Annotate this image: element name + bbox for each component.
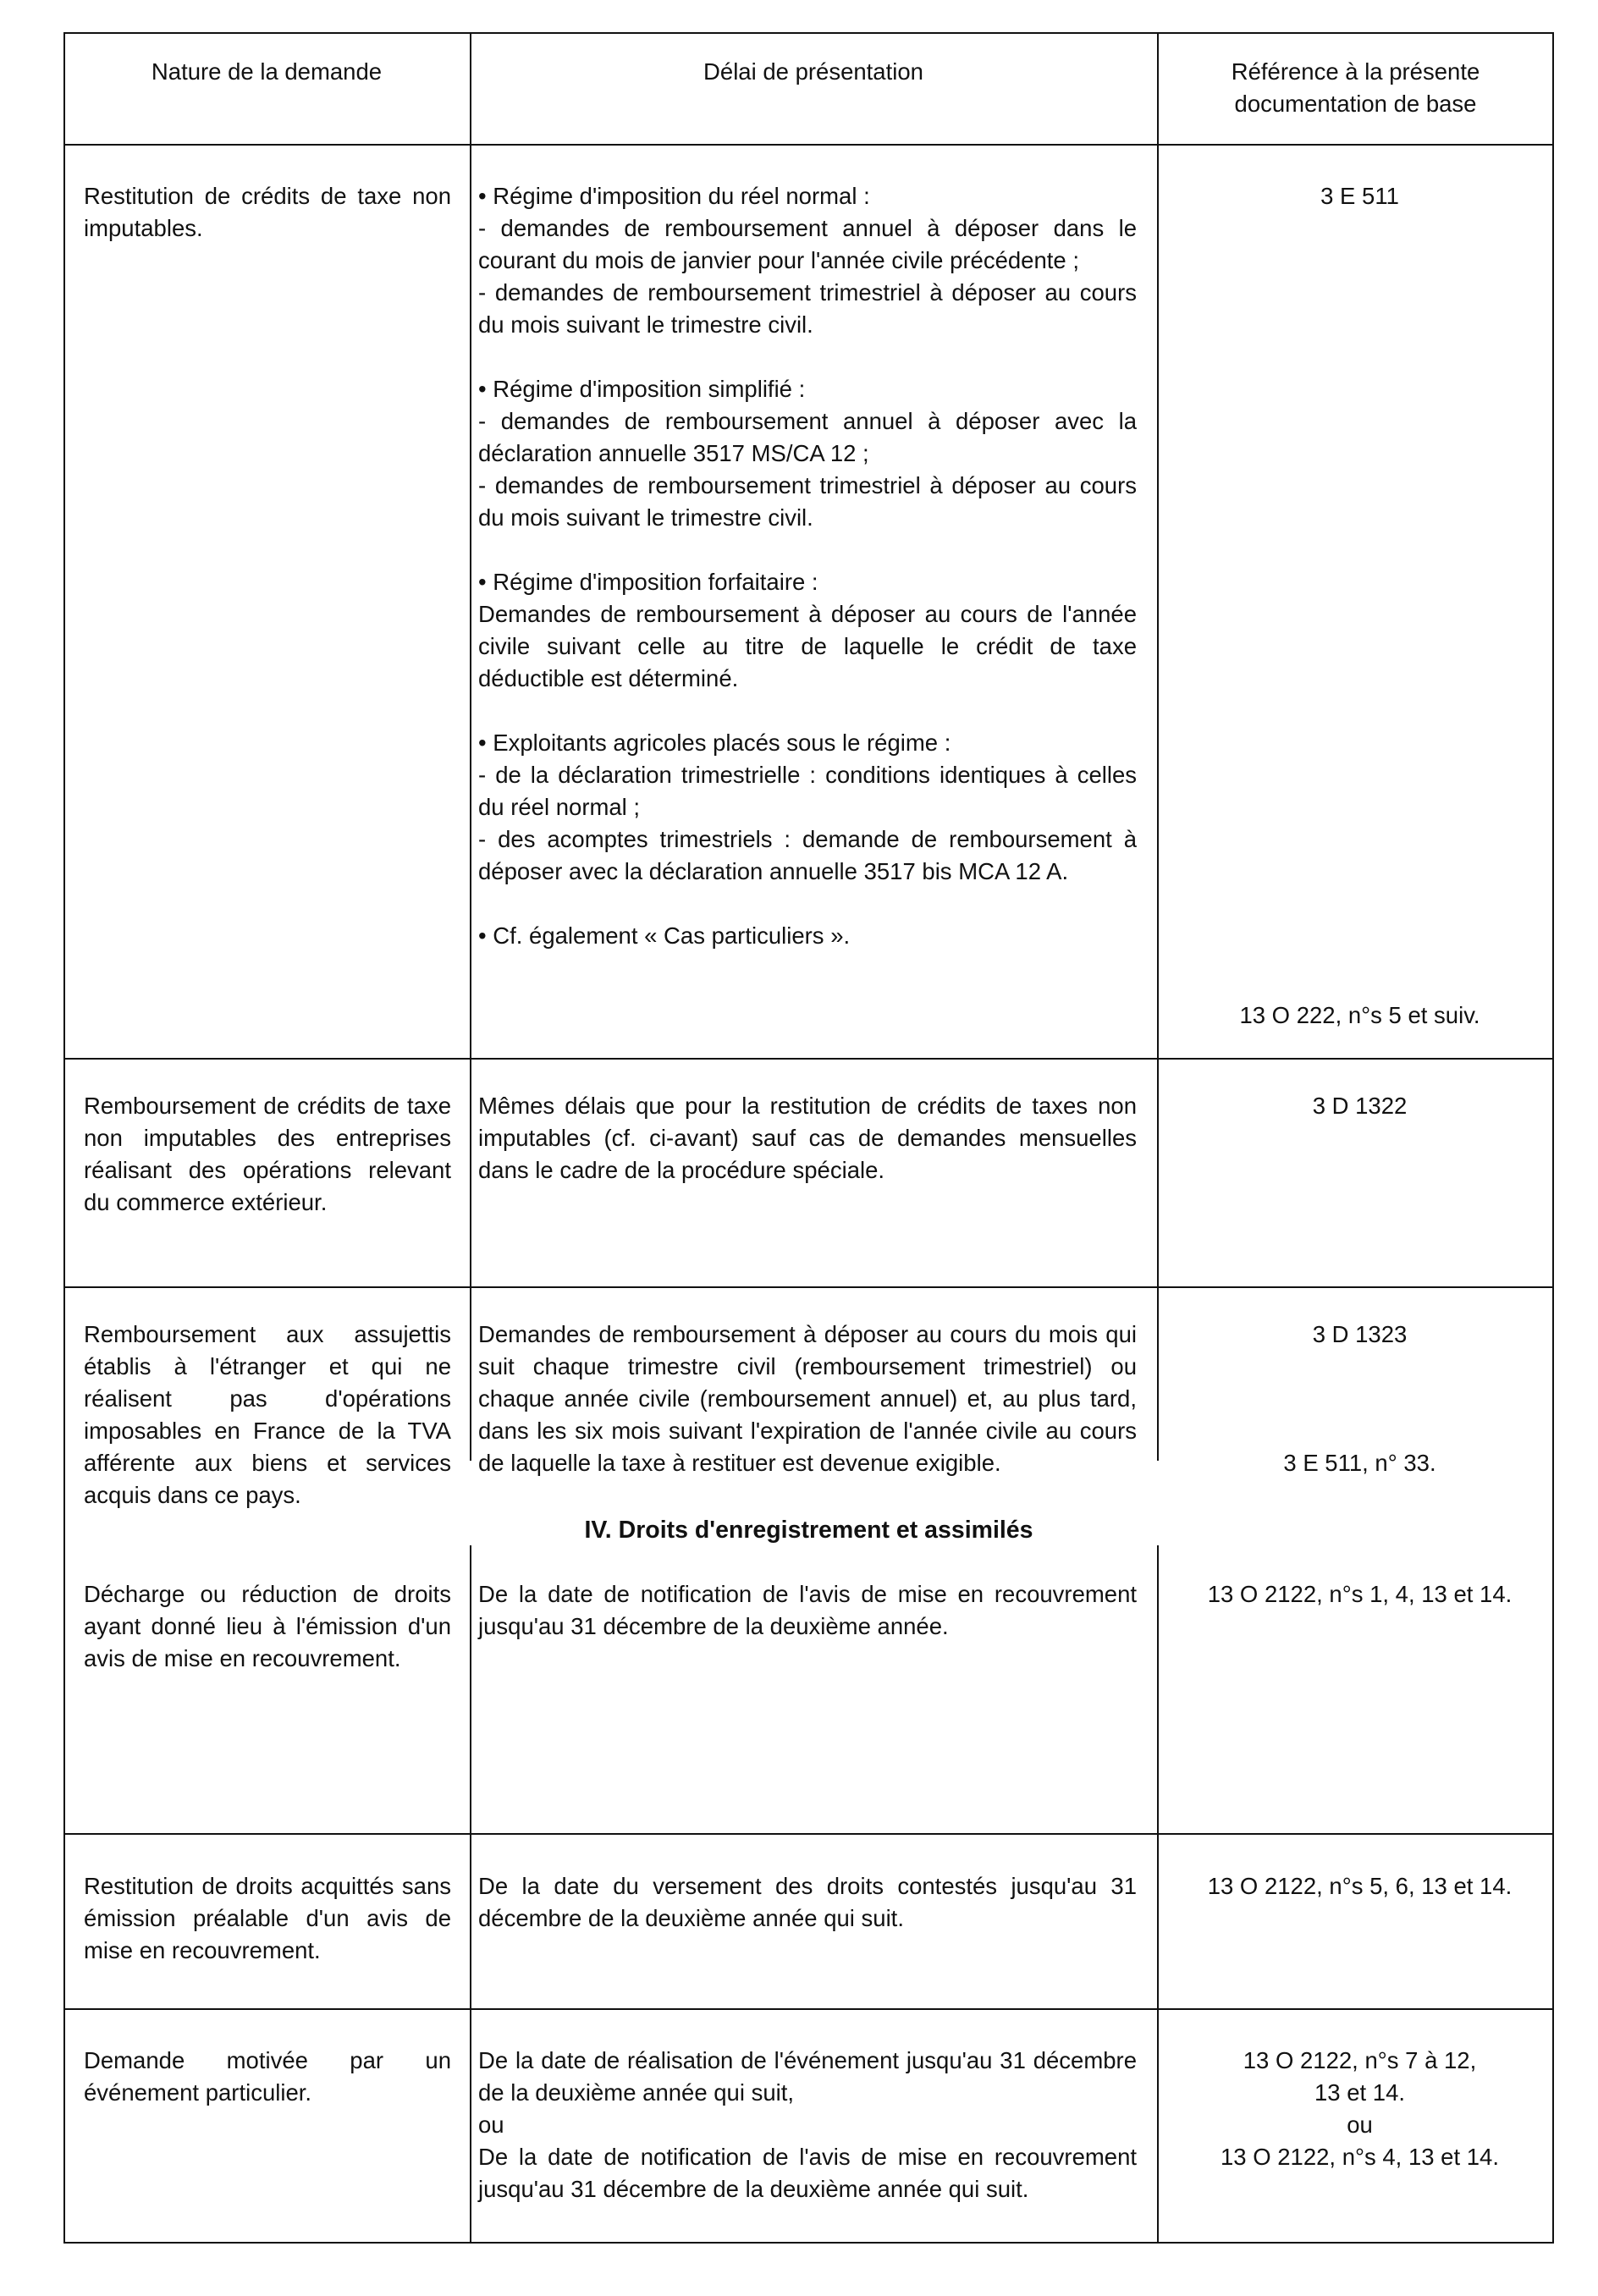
- row-reference: 3 E 511: [1320, 183, 1399, 209]
- row-delai: De la date du versement des droits contestés jusqu'au 31 décembre de la deuxième année qui suit.: [478, 1873, 1137, 1931]
- row-nature: Décharge ou réduction de droits ayant donné lieu à l'émission d'un avis de mise en recouvrement.: [84, 1581, 451, 1671]
- table-border-left: [63, 32, 65, 2244]
- row-delai: Demandes de remboursement à déposer au cours du mois qui suit chaque trimestre civil (remboursement trimestriel) ou chaque année civile (remboursement annuel) et, au plus tard, dans les six mois suivant l'expiration de l'année civile au cours de laquelle la taxe à restituer est devenue exigible.: [478, 1321, 1137, 1476]
- delai-line: - de la déclaration trimestrielle : conditions identiques à celles du réel normal ;: [478, 762, 1137, 820]
- delai-line: • Cf. également « Cas particuliers ».: [478, 922, 851, 949]
- row-nature: Restitution de droits acquittés sans émission préalable d'un avis de mise en recouvrement.: [84, 1873, 451, 1963]
- delai-line: De la date de notification de l'avis de mise en recouvrement jusqu'au 31 décembre de la deuxième année qui suit.: [478, 2144, 1137, 2202]
- reference-line: 13 O 2122, n°s 7 à 12,: [1243, 2047, 1477, 2073]
- row-reference: 13 O 2122, n°s 1, 4, 13 et 14.: [1207, 1581, 1513, 1607]
- header-reference-line: Référence à la présente: [1231, 58, 1480, 85]
- row-delai: [478, 180, 1137, 952]
- column-divider-2: [1157, 1545, 1159, 2244]
- row-reference: [1165, 2045, 1554, 2173]
- reference-line: 13 O 2122, n°s 4, 13 et 14.: [1220, 2144, 1499, 2170]
- row-reference: 3 D 1322: [1312, 1093, 1408, 1119]
- delai-line: De la date de réalisation de l'événement jusqu'au 31 décembre de la deuxième année qui suit,: [478, 2047, 1137, 2106]
- header-divider: [63, 144, 1554, 146]
- delai-line: • Régime d'imposition du réel normal :: [478, 183, 870, 209]
- column-divider-1: [470, 1545, 471, 2244]
- delai-line: - demandes de remboursement annuel à déposer dans le courant du mois de janvier pour l'année civile précédente ;: [478, 215, 1137, 273]
- row-reference: 13 O 2122, n°s 5, 6, 13 et 14.: [1207, 1873, 1513, 1899]
- row-nature: Remboursement de crédits de taxe non imputables des entreprises réalisant des opérations relevant du commerce extérieur.: [84, 1093, 451, 1215]
- row-divider: [63, 1286, 1554, 1288]
- delai-line: - demandes de remboursement annuel à déposer avec la déclaration annuelle 3517 MS/CA 12 ;: [478, 408, 1137, 466]
- row-divider: [63, 1833, 1554, 1835]
- delai-line: ou: [478, 2112, 504, 2138]
- header-nature: Nature de la demande: [151, 58, 383, 85]
- reference-line: ou: [1347, 2112, 1373, 2138]
- row-divider: [63, 2008, 1554, 2010]
- table-border-top: [63, 32, 1554, 34]
- table-border-right: [1552, 32, 1554, 2244]
- delai-line: - des acomptes trimestriels : demande de remboursement à déposer avec la déclaration annuelle 3517 bis MCA 12 A.: [478, 826, 1137, 884]
- row-reference: 3 E 511, n° 33.: [1283, 1450, 1436, 1476]
- delai-line: Demandes de remboursement à déposer au cours de l'année civile suivant celle au titre de laquelle le crédit de taxe déductible est déterminé.: [478, 601, 1137, 691]
- reference-line: 13 et 14.: [1314, 2079, 1406, 2106]
- delai-line: - demandes de remboursement trimestriel à déposer au cours du mois suivant le trimestre civil.: [478, 472, 1137, 531]
- row-delai: [478, 2045, 1137, 2205]
- delai-line: • Exploitants agricoles placés sous le régime :: [478, 730, 951, 756]
- row-delai: Mêmes délais que pour la restitution de crédits de taxes non imputables (cf. ci-avant) sauf cas de demandes mensuelles dans le cadre de la procédure spéciale.: [478, 1093, 1137, 1183]
- row-nature: Restitution de crédits de taxe non imputables.: [84, 183, 451, 241]
- column-divider-2: [1157, 32, 1159, 1461]
- row-reference: 13 O 222, n°s 5 et suiv.: [1239, 1002, 1480, 1028]
- column-divider-1: [470, 32, 471, 1461]
- header-reference-line: documentation de base: [1234, 91, 1477, 117]
- header-delai: Délai de présentation: [703, 58, 923, 85]
- section-title: IV. Droits d'enregistrement et assimilés: [584, 1517, 1033, 1544]
- row-nature: Demande motivée par un événement particulier.: [84, 2047, 451, 2106]
- row-delai: De la date de notification de l'avis de mise en recouvrement jusqu'au 31 décembre de la deuxième année.: [478, 1581, 1137, 1639]
- document-table: [63, 32, 1554, 2244]
- row-reference: 3 D 1323: [1312, 1321, 1408, 1347]
- row-divider: [63, 1058, 1554, 1060]
- delai-line: • Régime d'imposition forfaitaire :: [478, 569, 818, 595]
- table-border-bottom: [63, 2242, 1554, 2244]
- delai-line: - demandes de remboursement trimestriel à déposer au cours du mois suivant le trimestre civil.: [478, 279, 1137, 338]
- row-nature: Remboursement aux assujettis établis à l'étranger et qui ne réalisent pas d'opérations imposables en France de la TVA afférente aux biens et services acquis dans ce pays.: [84, 1321, 451, 1508]
- header-reference: [1157, 56, 1554, 120]
- delai-line: • Régime d'imposition simplifié :: [478, 376, 806, 402]
